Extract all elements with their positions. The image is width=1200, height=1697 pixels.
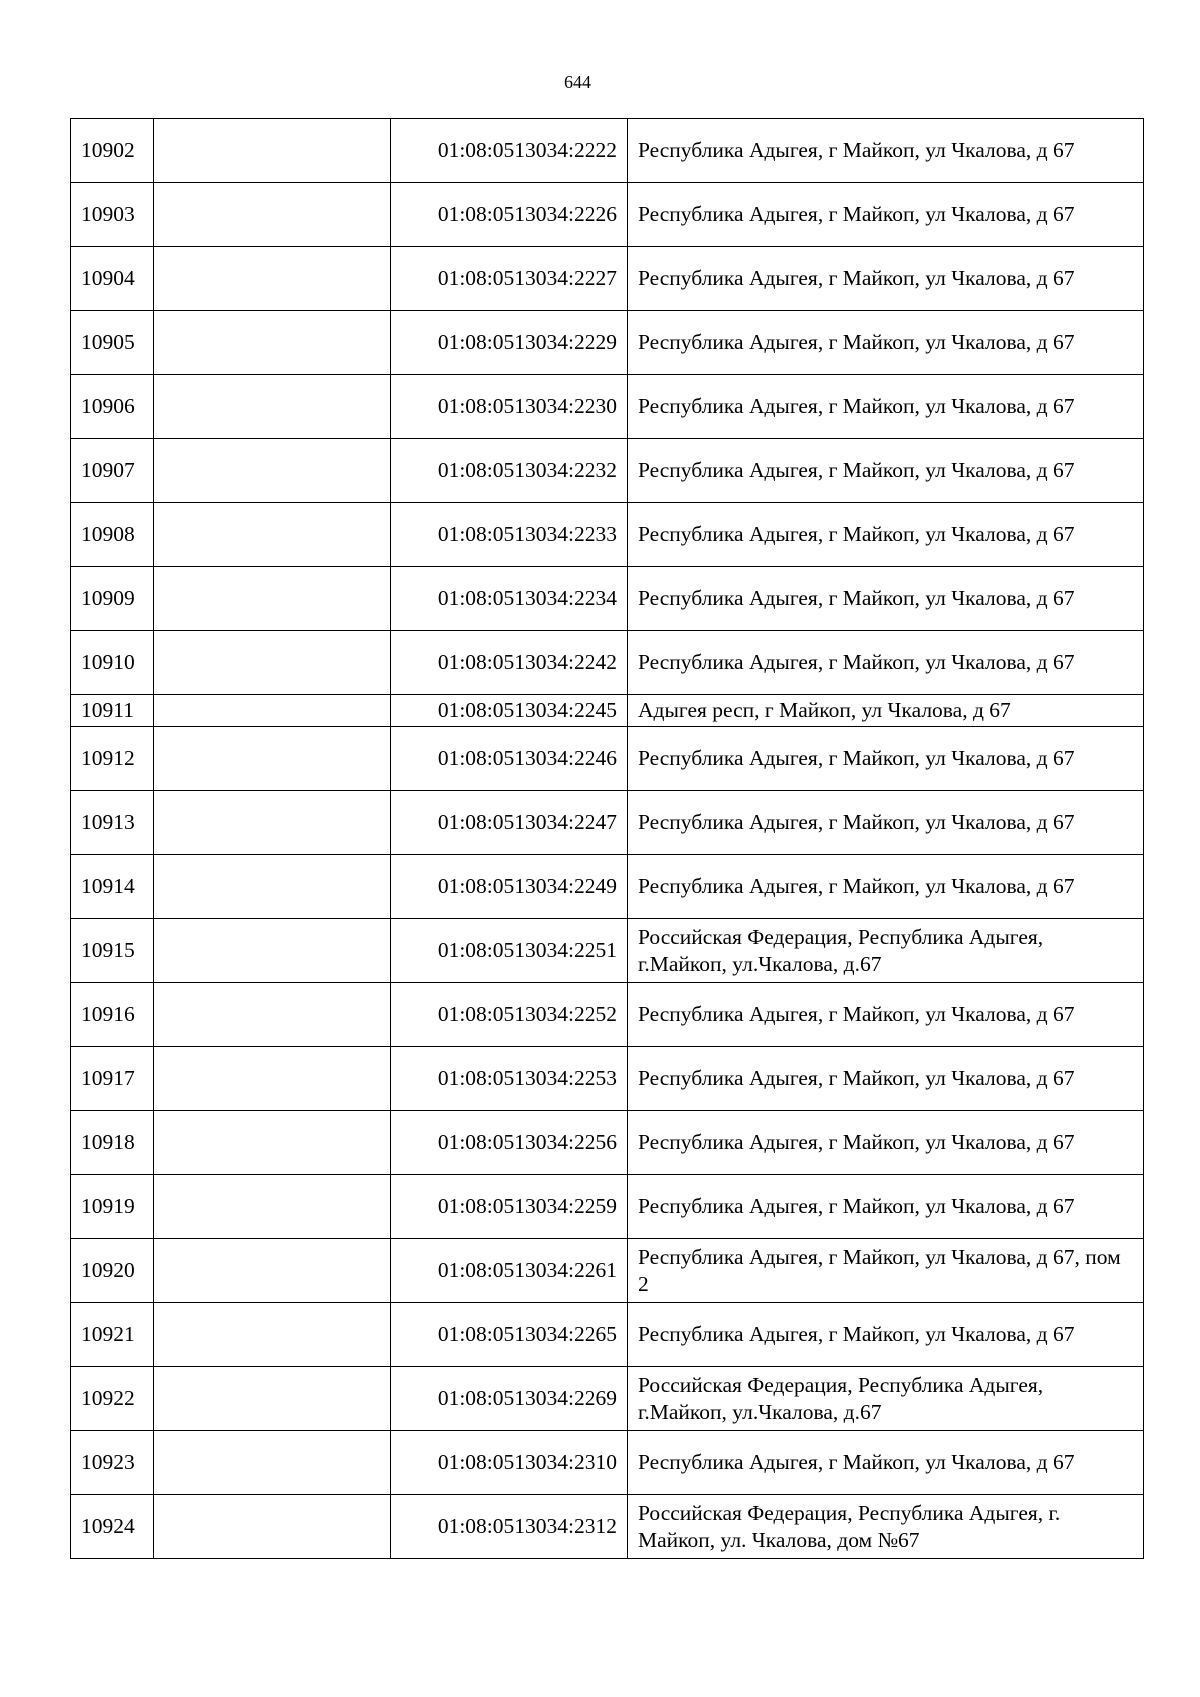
cadastral-number: 01:08:0513034:2249 xyxy=(391,855,628,919)
empty-cell xyxy=(154,311,391,375)
cadastral-number: 01:08:0513034:2227 xyxy=(391,247,628,311)
table-row xyxy=(71,439,1144,503)
address: Российская Федерация, Республика Адыгея, г.Майкоп, ул.Чкалова, д.67 xyxy=(628,919,1144,983)
table-row xyxy=(71,119,1144,183)
table-body xyxy=(71,119,1144,1559)
address: Республика Адыгея, г Майкоп, ул Чкалова, д 67 xyxy=(628,1111,1144,1175)
cadastral-number: 01:08:0513034:2261 xyxy=(391,1239,628,1303)
empty-cell xyxy=(154,247,391,311)
table-row xyxy=(71,567,1144,631)
cadastral-number: 01:08:0513034:2222 xyxy=(391,119,628,183)
empty-cell xyxy=(154,183,391,247)
row-number: 10919 xyxy=(71,1175,154,1239)
address: Республика Адыгея, г Майкоп, ул Чкалова, д 67, пом 2 xyxy=(628,1239,1144,1303)
cadastral-number: 01:08:0513034:2265 xyxy=(391,1303,628,1367)
cadastral-number: 01:08:0513034:2245 xyxy=(391,695,628,727)
row-number: 10917 xyxy=(71,1047,154,1111)
row-number: 10916 xyxy=(71,983,154,1047)
empty-cell xyxy=(154,1175,391,1239)
cadastral-number: 01:08:0513034:2253 xyxy=(391,1047,628,1111)
cadastral-number: 01:08:0513034:2269 xyxy=(391,1367,628,1431)
empty-cell xyxy=(154,1431,391,1495)
address: Республика Адыгея, г Майкоп, ул Чкалова, д 67 xyxy=(628,119,1144,183)
cadastral-number: 01:08:0513034:2252 xyxy=(391,983,628,1047)
empty-cell xyxy=(154,1047,391,1111)
address: Республика Адыгея, г Майкоп, ул Чкалова, д 67 xyxy=(628,1303,1144,1367)
row-number: 10902 xyxy=(71,119,154,183)
empty-cell xyxy=(154,1111,391,1175)
address: Республика Адыгея, г Майкоп, ул Чкалова, д 67 xyxy=(628,791,1144,855)
row-number: 10909 xyxy=(71,567,154,631)
address: Республика Адыгея, г Майкоп, ул Чкалова, д 67 xyxy=(628,855,1144,919)
row-number: 10903 xyxy=(71,183,154,247)
table-row xyxy=(71,1175,1144,1239)
cadastral-number: 01:08:0513034:2242 xyxy=(391,631,628,695)
empty-cell xyxy=(154,983,391,1047)
table-row xyxy=(71,1047,1144,1111)
address: Республика Адыгея, г Майкоп, ул Чкалова, д 67 xyxy=(628,375,1144,439)
row-number: 10923 xyxy=(71,1431,154,1495)
empty-cell xyxy=(154,503,391,567)
row-number: 10915 xyxy=(71,919,154,983)
empty-cell xyxy=(154,791,391,855)
page-number: 644 xyxy=(564,72,591,92)
cadastral-number: 01:08:0513034:2226 xyxy=(391,183,628,247)
row-number: 10912 xyxy=(71,727,154,791)
cadastral-number: 01:08:0513034:2256 xyxy=(391,1111,628,1175)
row-number: 10907 xyxy=(71,439,154,503)
cadastral-number: 01:08:0513034:2246 xyxy=(391,727,628,791)
address: Республика Адыгея, г Майкоп, ул Чкалова, д 67 xyxy=(628,727,1144,791)
table-row xyxy=(71,503,1144,567)
row-number: 10913 xyxy=(71,791,154,855)
address: Республика Адыгея, г Майкоп, ул Чкалова, д 67 xyxy=(628,439,1144,503)
table-row xyxy=(71,791,1144,855)
empty-cell xyxy=(154,727,391,791)
empty-cell xyxy=(154,439,391,503)
table-row xyxy=(71,727,1144,791)
table-row xyxy=(71,1367,1144,1431)
row-number: 10924 xyxy=(71,1495,154,1559)
row-number: 10922 xyxy=(71,1367,154,1431)
cadastral-number: 01:08:0513034:2259 xyxy=(391,1175,628,1239)
address: Республика Адыгея, г Майкоп, ул Чкалова, д 67 xyxy=(628,503,1144,567)
row-number: 10920 xyxy=(71,1239,154,1303)
table-row xyxy=(71,1111,1144,1175)
cadastral-number: 01:08:0513034:2251 xyxy=(391,919,628,983)
row-number: 10914 xyxy=(71,855,154,919)
row-number: 10918 xyxy=(71,1111,154,1175)
row-number: 10911 xyxy=(71,695,154,727)
empty-cell xyxy=(154,119,391,183)
table-row xyxy=(71,919,1144,983)
empty-cell xyxy=(154,1239,391,1303)
row-number: 10904 xyxy=(71,247,154,311)
table-row xyxy=(71,1303,1144,1367)
table-row xyxy=(71,183,1144,247)
row-number: 10910 xyxy=(71,631,154,695)
address: Российская Федерация, Республика Адыгея, г.Майкоп, ул.Чкалова, д.67 xyxy=(628,1367,1144,1431)
row-number: 10921 xyxy=(71,1303,154,1367)
table-row xyxy=(71,375,1144,439)
table-row xyxy=(71,695,1144,727)
address: Республика Адыгея, г Майкоп, ул Чкалова, д 67 xyxy=(628,567,1144,631)
address: Республика Адыгея, г Майкоп, ул Чкалова, д 67 xyxy=(628,183,1144,247)
table-row xyxy=(71,311,1144,375)
address: Республика Адыгея, г Майкоп, ул Чкалова, д 67 xyxy=(628,311,1144,375)
cadastral-number: 01:08:0513034:2230 xyxy=(391,375,628,439)
address: Республика Адыгея, г Майкоп, ул Чкалова, д 67 xyxy=(628,631,1144,695)
row-number: 10906 xyxy=(71,375,154,439)
cadastral-number: 01:08:0513034:2312 xyxy=(391,1495,628,1559)
empty-cell xyxy=(154,375,391,439)
address: Российская Федерация, Республика Адыгея, г. Майкоп, ул. Чкалова, дом №67 xyxy=(628,1495,1144,1559)
table-row xyxy=(71,983,1144,1047)
table-row xyxy=(71,1239,1144,1303)
row-number: 10908 xyxy=(71,503,154,567)
address: Республика Адыгея, г Майкоп, ул Чкалова, д 67 xyxy=(628,983,1144,1047)
cadastral-number: 01:08:0513034:2310 xyxy=(391,1431,628,1495)
property-registry-table xyxy=(70,118,1144,1559)
empty-cell xyxy=(154,1367,391,1431)
cadastral-number: 01:08:0513034:2233 xyxy=(391,503,628,567)
cadastral-number: 01:08:0513034:2232 xyxy=(391,439,628,503)
address: Республика Адыгея, г Майкоп, ул Чкалова, д 67 xyxy=(628,1047,1144,1111)
empty-cell xyxy=(154,695,391,727)
table-row xyxy=(71,1495,1144,1559)
cadastral-number: 01:08:0513034:2234 xyxy=(391,567,628,631)
address: Республика Адыгея, г Майкоп, ул Чкалова, д 67 xyxy=(628,1431,1144,1495)
empty-cell xyxy=(154,855,391,919)
empty-cell xyxy=(154,567,391,631)
empty-cell xyxy=(154,1303,391,1367)
address: Республика Адыгея, г Майкоп, ул Чкалова, д 67 xyxy=(628,247,1144,311)
empty-cell xyxy=(154,919,391,983)
empty-cell xyxy=(154,1495,391,1559)
cadastral-number: 01:08:0513034:2229 xyxy=(391,311,628,375)
table-row xyxy=(71,247,1144,311)
address: Республика Адыгея, г Майкоп, ул Чкалова, д 67 xyxy=(628,1175,1144,1239)
row-number: 10905 xyxy=(71,311,154,375)
cadastral-number: 01:08:0513034:2247 xyxy=(391,791,628,855)
table-row xyxy=(71,855,1144,919)
table-row xyxy=(71,1431,1144,1495)
address: Адыгея респ, г Майкоп, ул Чкалова, д 67 xyxy=(628,695,1144,727)
table-row xyxy=(71,631,1144,695)
empty-cell xyxy=(154,631,391,695)
